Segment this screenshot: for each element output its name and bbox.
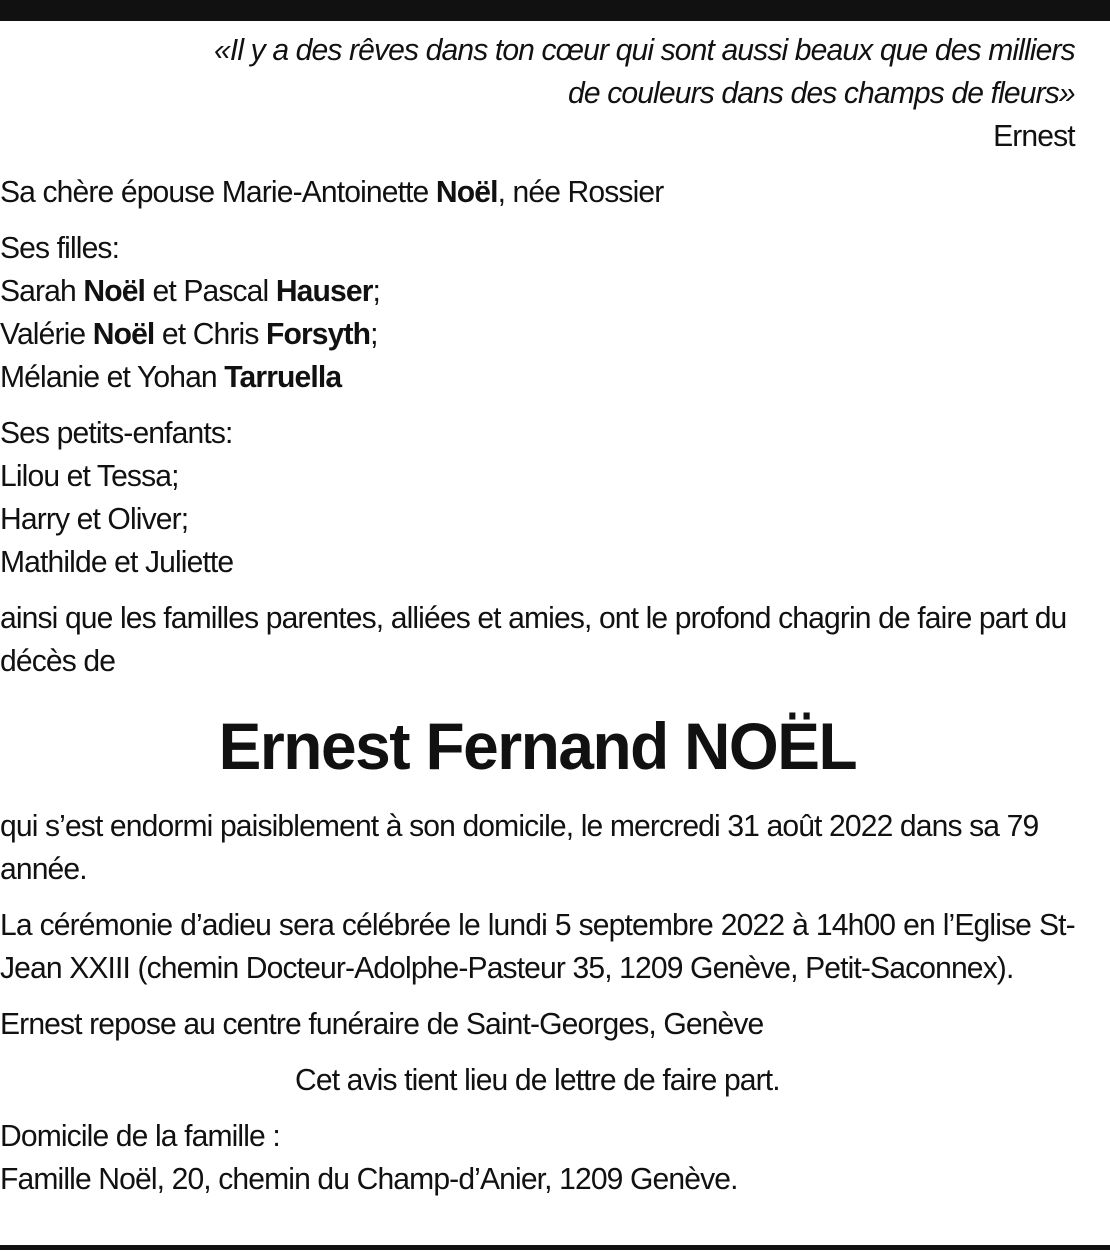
line-end: ;	[372, 273, 381, 308]
daughters-section	[0, 226, 1075, 398]
spouse-suffix: , née Rossier	[497, 174, 664, 209]
daughter-surname: Noël	[92, 316, 155, 351]
top-rule	[0, 0, 1110, 21]
daughter-first: Mélanie et Yohan	[0, 359, 225, 394]
rest-text: Ernest repose au centre funéraire de Saint-Georges, Genève	[0, 1006, 764, 1041]
ceremony-text: La cérémonie d’adieu sera célébrée le lundi 5 septembre 2022 à 14h00 en l’Eglise St-Jean XXIII (chemin Docteur-Adolphe-Pasteur 35, 1209 Genève, Petit-Saconnex).	[0, 907, 1075, 985]
grandchildren-section	[0, 411, 1075, 583]
daughter-surname: Noël	[83, 273, 146, 308]
domicile-heading: Domicile de la famille :	[0, 1118, 280, 1153]
bottom-rule	[0, 1245, 1110, 1250]
quote-author: Ernest	[993, 118, 1075, 153]
partner-surname: Forsyth	[265, 316, 371, 351]
quote-line-2: de couleurs dans des champs de fleurs»	[568, 75, 1075, 110]
partner-surname: Hauser	[275, 273, 373, 308]
daughters-heading: Ses filles:	[0, 230, 120, 265]
quote-line-1: «Il y a des rêves dans ton cœur qui sont aussi beaux que des milliers	[214, 32, 1075, 67]
daughter-surname: Tarruella	[224, 359, 342, 394]
daughter-first: Sarah	[0, 273, 84, 308]
spouse-line	[0, 170, 1075, 213]
deceased-name: Ernest Fernand NOËL	[218, 709, 857, 783]
daughter-first: Valérie	[0, 316, 93, 351]
death-text: qui s’est endormi paisiblement à son domicile, le mercredi 31 août 2022 dans sa 79 année.	[0, 808, 1039, 886]
grandchildren-line: Harry et Oliver;	[0, 501, 189, 536]
grandchildren-line: Lilou et Tessa;	[0, 458, 179, 493]
grandchildren-heading: Ses petits-enfants:	[0, 415, 233, 450]
spouse-prefix: Sa chère épouse Marie-Antoinette	[0, 174, 436, 209]
obituary-body	[0, 28, 1075, 1200]
partner-first: et Pascal	[145, 273, 276, 308]
daughter-line	[0, 312, 1075, 355]
spouse-surname: Noël	[435, 174, 498, 209]
partner-first: et Chris	[154, 316, 266, 351]
line-end: ;	[370, 316, 378, 351]
daughter-line	[0, 355, 1075, 398]
grandchildren-line: Mathilde et Juliette	[0, 544, 234, 579]
epigraph-quote	[0, 28, 1075, 157]
announcement-text: ainsi que les familles parentes, alliées et amies, ont le profond chagrin de faire part du décès de	[0, 600, 1067, 678]
domicile-section	[0, 1114, 1075, 1200]
notice-text: Cet avis tient lieu de lettre de faire part.	[295, 1062, 780, 1097]
domicile-address: Famille Noël, 20, chemin du Champ-d’Anier, 1209 Genève.	[0, 1161, 738, 1196]
daughter-line	[0, 269, 1075, 312]
